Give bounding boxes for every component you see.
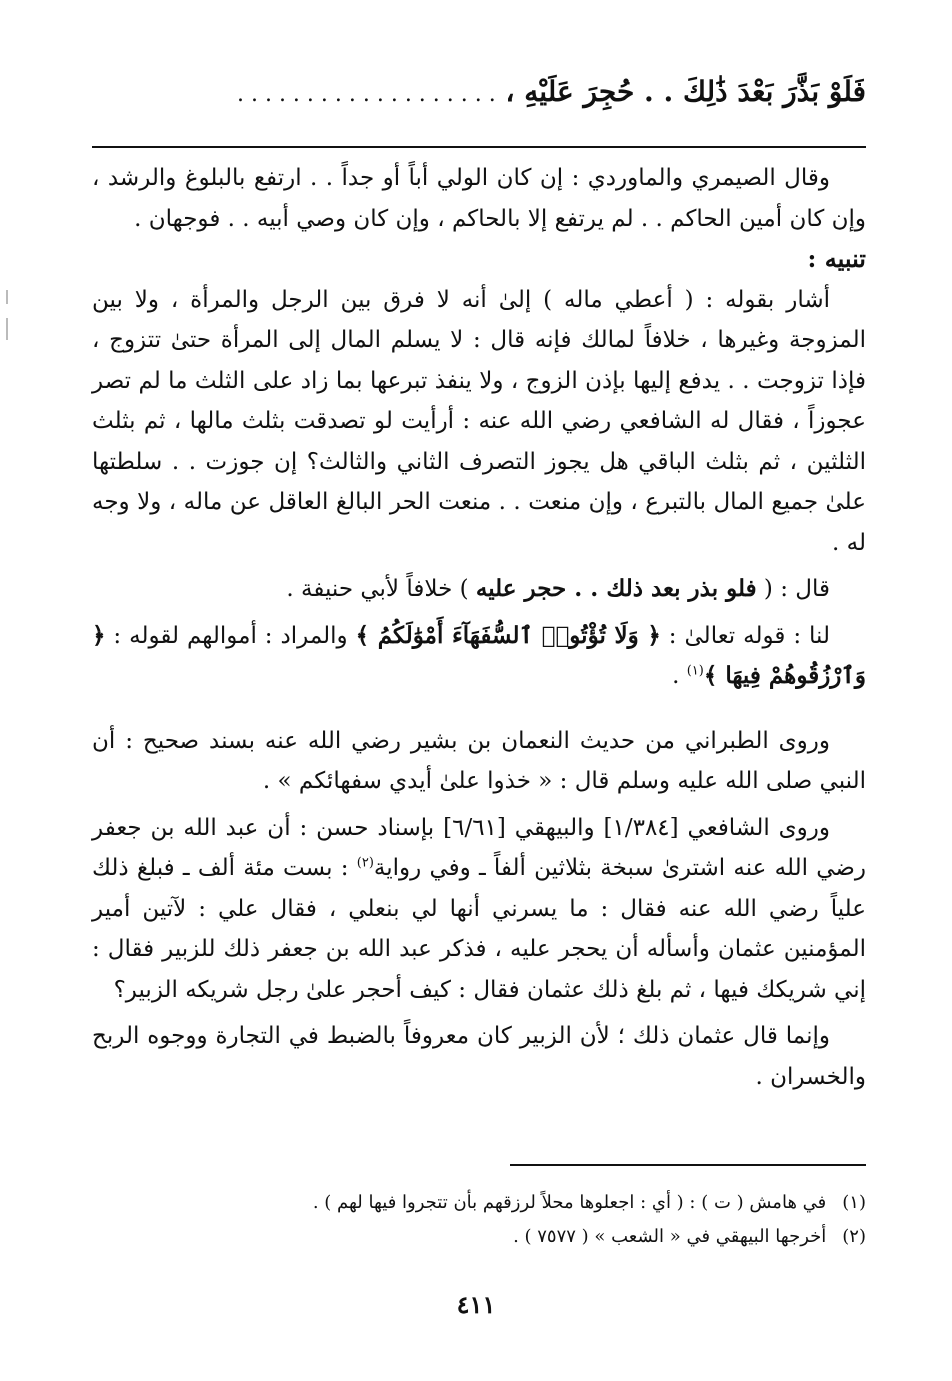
text-run: . bbox=[672, 663, 687, 689]
footnote-text: في هامش ( ت ) : ( أي : اجعلوها محلاً لرزقهم بأن تتجروا فيها لهم ) . bbox=[312, 1192, 827, 1213]
running-header-text: فَلَوْ بَذَّرَ بَعْدَ ذَٰلِكَ . . حُجِرَ عَلَيْهِ ، bbox=[505, 75, 866, 108]
running-header bbox=[92, 72, 866, 115]
footnote-number: (١) bbox=[842, 1192, 866, 1213]
footnote-item bbox=[92, 1186, 866, 1220]
paragraph bbox=[92, 569, 866, 610]
paragraph: وقال الصيمري والماوردي : إن كان الولي أباً أو جداً . . ارتفع بالبلوغ والرشد ، وإن كان أمين الحاكم . . لم يرتفع إلا بالحاكم ، وإن كان وصي أبيه . . فوجهان . bbox=[92, 165, 866, 232]
margin-mark bbox=[6, 290, 8, 304]
footnote-ref[interactable]: (١) bbox=[686, 663, 704, 679]
text-run: وروى الشافعي [١/٣٨٤] والبيهقي [٦/٦١] بإسناد حسن : أن عبد الله بن جعفر رضي الله عنه اشترىٰ سبخة بثلاثين ألفاً ـ وفي رواية bbox=[92, 814, 866, 881]
quran-verse: ﴿ وَلَا تُؤْتُوا۟ ٱلسُّفَهَآءَ أَمْوَٰلَكُمُ ﴾ bbox=[355, 621, 661, 649]
text-run: لنا : قوله تعالىٰ : bbox=[660, 622, 830, 649]
margin-mark bbox=[6, 318, 8, 340]
page-number: ٤١١ bbox=[456, 1290, 496, 1319]
footnote-item bbox=[92, 1220, 866, 1254]
paragraph bbox=[92, 808, 866, 1011]
text-run: : بست مئة ألف ـ فبلغ ذلك علياً رضي الله عنه فقال : ما يسرني أنها لي بنعلي ، فقال علي : لآتين أمير المؤمنين عثمان وأسأله أن يحجر عليه ، فذكر عبد الله بن جعفر ذلك للزبير فقال : إني شريكك فيها ، ثم بلغ ذلك عثمان فقال : كيف أحجر علىٰ رجل شريكه الزبير؟ bbox=[92, 855, 866, 1003]
paragraph: وإنما قال عثمان ذلك ؛ لأن الزبير كان معروفاً بالضبط في التجارة ووجوه الربح والخسران . bbox=[92, 1023, 866, 1090]
footnote-number: (٢) bbox=[842, 1226, 866, 1247]
footnotes bbox=[92, 1186, 866, 1254]
footnote-ref[interactable]: (٢) bbox=[356, 855, 374, 871]
main-text bbox=[92, 158, 866, 1097]
paragraph bbox=[92, 616, 866, 697]
text-run: ) خلافاً لأبي حنيفة . bbox=[286, 576, 476, 602]
text-run: والمراد : أموالهم لقوله : bbox=[105, 622, 356, 649]
text-run: قال : ( bbox=[756, 576, 830, 602]
paragraph: أشار بقوله : ( أعطي ماله ) إلىٰ أنه لا فرق بين الرجل والمرأة ، ولا بين المزوجة وغيرها ، خلافاً لمالك فإنه قال : لا يسلم المال إلى المرأة حتىٰ تتزوج ، فإذا تزوجت . . يدفع إليها بإذن الزوج ، ولا ينفذ تبرعها بما زاد على الثلث ما لم تصر عجوزاً ، فقال له الشافعي رضي الله عنه : أرأيت لو تصدقت بثلث مالها ، ثم بثلث الثلثين ، ثم بثلث الباقي هل يجوز التصرف الثاني والثالث؟ إن جوزت . . سلطتها علىٰ جميع المال بالتبرع ، وإن منعت . . منعت الحر البالغ العاقل عن ماله ، ولا وجه له . bbox=[92, 286, 866, 556]
footnote-text: أخرجها البيهقي في « الشعب » ( ٧٥٧٧ ) . bbox=[513, 1226, 827, 1247]
running-header-dots: . . . . . . . . . . . . . . . . . . . bbox=[236, 82, 496, 107]
footnote-rule bbox=[510, 1164, 866, 1166]
section-heading: تنبيه : bbox=[807, 244, 866, 273]
header-rule bbox=[92, 146, 866, 148]
matn-quote: فلو بذر بعد ذلك . . حجر عليه bbox=[475, 575, 757, 602]
quran-verse: ﴿ وَٱرْزُقُوهُمْ فِيهَا ﴾ bbox=[92, 621, 866, 689]
paragraph: وروى الطبراني من حديث النعمان بن بشير رضي الله عنه بسند صحيح : أن النبي صلى الله عليه وسلم قال : « خذوا علىٰ أيدي سفهائكم » . bbox=[92, 727, 866, 794]
